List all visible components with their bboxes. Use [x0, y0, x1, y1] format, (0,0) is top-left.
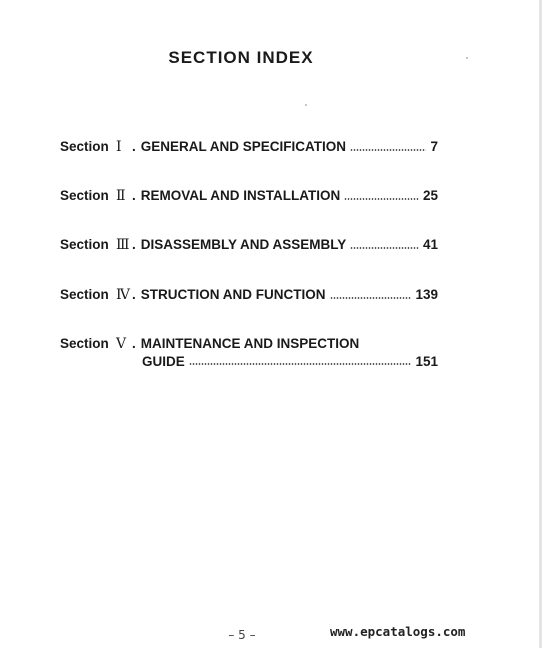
dot-leader [189, 363, 412, 365]
section-word: Section [60, 287, 109, 302]
page-number: 41 [422, 237, 438, 252]
scan-speck [305, 104, 307, 106]
section-title-line-2: GUIDE [142, 354, 185, 369]
numeral-period: . [132, 188, 136, 203]
roman-numeral: Ⅳ [116, 287, 130, 303]
section-title: GENERAL AND SPECIFICATION [140, 139, 347, 154]
section-word: Section [60, 139, 109, 154]
dot-leader [350, 247, 419, 249]
section-word: Section [60, 336, 109, 351]
section-title-line-1: MAINTENANCE AND INSPECTION [140, 336, 360, 351]
scan-speck [466, 57, 468, 59]
page-number: 7 [430, 139, 438, 154]
page-number: 151 [415, 354, 438, 369]
roman-numeral: Ⅰ [116, 139, 122, 155]
section-title: DISASSEMBLY AND ASSEMBLY [140, 237, 347, 252]
toc-entry-section-2[interactable] [60, 188, 438, 204]
roman-numeral: Ⅲ [116, 237, 130, 253]
numeral-period: . [132, 237, 136, 252]
numeral-period: . [132, 287, 136, 302]
section-word: Section [60, 237, 109, 252]
dot-leader [350, 149, 426, 151]
toc-entry-section-4[interactable] [60, 287, 438, 303]
dot-leader [344, 198, 419, 200]
watermark-url: www.epcatalogs.com [330, 624, 466, 639]
page-number-footer: – 5 – [228, 628, 256, 642]
roman-numeral: Ⅱ [116, 188, 126, 204]
section-title: REMOVAL AND INSTALLATION [140, 188, 341, 203]
page-number: 25 [422, 188, 438, 203]
section-word: Section [60, 188, 109, 203]
numeral-period: . [132, 139, 136, 154]
section-title: STRUCTION AND FUNCTION [140, 287, 326, 302]
numeral-period: . [132, 336, 136, 351]
roman-numeral: Ⅴ [116, 336, 127, 352]
toc-entry-section-5[interactable] [60, 336, 438, 369]
page-title: SECTION INDEX [168, 48, 314, 67]
dot-leader [330, 297, 412, 299]
toc-entry-section-3[interactable] [60, 237, 438, 253]
page-number: 139 [415, 287, 438, 302]
toc-entry-section-1[interactable] [60, 139, 438, 155]
